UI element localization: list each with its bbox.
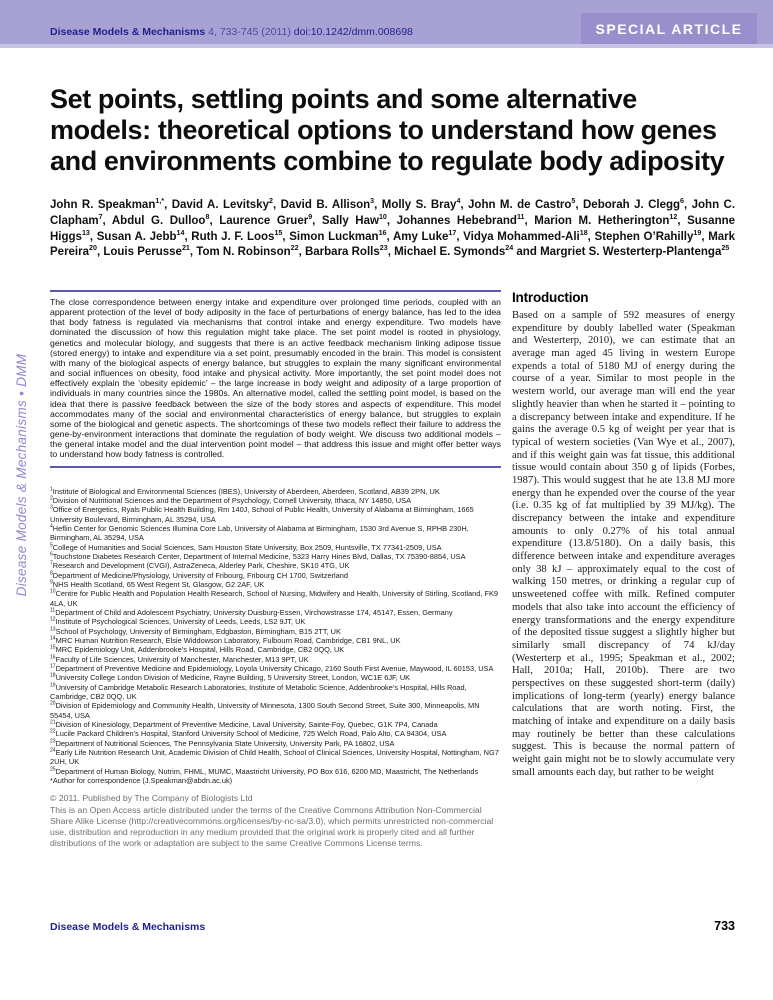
footer-page-number: 733: [714, 919, 735, 933]
affiliation-line: $^{25}$Department of Human Biology, Nutrim, FHML, MUMC, Maastricht University, PO Box 616, 6200 MD, Maastricht, The Netherlands: [50, 766, 479, 776]
affiliation-line: $^{23}$Department of Nutritional Sciences, The Pennsylvania State University, University Park, PA 16802, USA: [50, 738, 395, 748]
affiliation-line: $^{14}$MRC Human Nutrition Research, Elsie Widdowson Laboratory, Fulbourn Road, Cambridge, CB1 9NL, UK: [50, 635, 401, 645]
affiliation-line: $^{20}$Division of Epidemiology and Community Health, University of Minnesota, 1300 South Second Street, Suite 300, Minneapolis, MN 55454, USA: [50, 700, 480, 720]
header-citation: [50, 26, 413, 38]
sidebar-vertical-journal-text: Disease Models & Mechanisms • DMM: [14, 353, 29, 597]
special-article-badge: SPECIAL ARTICLE: [581, 13, 757, 44]
license-block: [50, 793, 501, 850]
header-journal-name: Disease Models & Mechanisms: [50, 26, 206, 38]
page-footer: [50, 919, 735, 933]
copyright-line: © 2011. Published by The Company of Biologists Ltd: [50, 792, 253, 803]
affiliation-line: $^7$Research and Development (CVGI), AstraZeneca, Alderley Park, Cheshire, SK10 4TG, UK: [50, 560, 350, 571]
affiliation-line: $^{18}$University College London Division of Medicine, Rayne Building, 5 University Street, London, WC1E 6JF, UK: [50, 672, 411, 683]
affiliation-line: $^3$Office of Energetics, Ryals Public Health Building, Rm 140J, School of Public Health, University of Alabama at Birmingham, 1665 University Boulevard, Birmingham, AL 35294, USA: [50, 504, 474, 524]
affiliation-line: $^5$College of Humanities and Social Sciences, Sam Houston State University, Box 2509, Huntsville, TX 77341-2509, USA: [50, 542, 442, 552]
open-access-text: This is an Open Access article distributed under the terms of the Creative Commons Attribution Non-Commercial Share Alike License (http://creativecommons.org/licenses/by-nc-sa/3.0), which permits unrestricted non-commercial use, distribution and reproduction in any medium provided that the original work is properly cited and all further distributions of the work or adaptation are subject to the same Creative Commons License terms.: [50, 804, 494, 849]
affiliation-list: [50, 487, 501, 777]
affiliation-line: $^2$Division of Nutritional Sciences and the Department of Psychology, Cornell University, Ithaca, NY 14850, USA: [50, 495, 412, 505]
introduction-heading: Introduction: [512, 290, 589, 305]
affiliation-line: $^4$Heflin Center for Genomic Sciences Illumina Core Lab, University of Alabama at Birmingham, 1530 3rd Avenue S, RPHB 230H, Birmingham, AL 35294, USA: [50, 523, 469, 543]
affiliation-line: $^{19}$University of Cambridge Metabolic Research Laboratories, Institute of Metabolic Science, Addenbrooke’s Hospital, Hills Road, Cambridge, CB2 0QQ, UK: [50, 682, 467, 702]
affiliation-line: $^6$Touchstone Diabetes Research Center, Department of Internal Medicine, 5323 Harry Hines Blvd, Dallas, TX 75390-8854, USA: [50, 551, 466, 561]
affiliation-line: $^{17}$Department of Preventive Medicine and Epidemiology, Loyola University Chicago, 2160 South First Avenue, Maywood, IL 60153, USA: [50, 663, 494, 674]
affiliation-line: $^{22}$Lucile Packard Children’s Hospital, Stanford University School of Medicine, 725 Welch Road, Palo Alto, CA 94304, USA: [50, 728, 447, 739]
affiliation-line: $^{24}$Early Life Nutrition Research Unit, Academic Division of Child Health, School of Clinical Sciences, University Hospital, Nottingham, NG7 2UH, UK: [50, 747, 499, 767]
two-column-body: [50, 290, 735, 850]
header-volume-pages: 4, 733-745 (2011): [205, 26, 294, 38]
article-title: Set points, settling points and some alternative models: theoretical options to understand how genes and environments combine to regulate body adiposity: [50, 84, 725, 176]
affiliation-line: $^{15}$MRC Epidemiology Unit, Addenbrooke’s Hospital, Hills Road, Cambridge, CB2 0QQ, UK: [50, 644, 345, 655]
left-column: [50, 290, 501, 850]
right-column: [512, 290, 735, 850]
header-band: [0, 0, 773, 48]
affiliation-line: $^{13}$School of Psychology, University of Birmingham, Edgbaston, Birmingham, B15 2TT, UK: [50, 626, 341, 636]
affiliation-line: $^{21}$Division of Kinesiology, Department of Preventive Medicine, Laval University, Sainte-Foy, Quebec, G1K 7P4, Canada: [50, 719, 438, 730]
correspondence-note: *Author for correspondence (J.Speakman@abdn.ac.uk): [50, 776, 233, 786]
affiliation-line: $^{10}$Centre for Public Health and Population Health Research, School of Nursing, Midwifery and Health, University of Stirling, Scotland, FK9 4LA, UK: [50, 588, 499, 608]
header-doi: doi:10.1242/dmm.008698: [293, 26, 413, 38]
abstract-text: The close correspondence between energy intake and expenditure over prolonged time periods, coupled with an apparent protection of the level of body adiposity in the face of perturbations of energy balance, has led to the idea that body fatness is regulated via mechanisms that control intake and energy expenditure. Two models have dominated the discussion of how this regulation might take place. The set point model is rooted in physiology, genetics and molecular biology, and suggests that there is an active feedback mechanism linking adipose tissue (stored energy) to intake and expenditure via a set point, presumably encoded in the brain. This model is consistent with many of the biological aspects of energy balance, but struggles to explain the many significant environmental and social influences on obesity, food intake and physical activity. More importantly, the set point model does not effectively explain the ‘obesity epidemic’ – the large increase in body weight and adiposity of a large proportion of individuals in many countries since the 1980s. An alternative model, called the settling point model, is based on the idea that there is passive feedback between the size of the body stores and aspects of expenditure. This model accommodates many of the social and environmental characteristics of energy balance, but struggles to explain some of the biological and genetic aspects. The shortcomings of these two models reflect their failure to address the gene-by-environment interactions that dominate the regulation of body weight. We discuss two additional models – the general intake model and the dual intervention point model – that address this issue and might offer better ways to understand how body fatness is controlled.: [50, 290, 501, 468]
affiliation-line: $^{16}$Faculty of Life Sciences, University of Manchester, Manchester, M13 9PT, UK: [50, 654, 309, 664]
affiliation-line: $^9$NHS Health Scotland, 65 West Regent St, Glasgow, G2 2AF, UK: [50, 579, 265, 589]
affiliation-line: $^{12}$Institute of Psychological Sciences, University of Leeds, Leeds, LS2 9JT, UK: [50, 616, 306, 627]
footer-journal-name: Disease Models & Mechanisms: [50, 921, 206, 933]
introduction-paragraph: Based on a sample of 592 measures of energy expenditure by doubly labelled water (Speakman and Westerterp, 2010), we can estimate that an average man aged 45 living in western Europe expends a total of 5180 MJ of energy during the course of a year. Similar to most people in the western world, our average man will end the year slightly heavier than when he started it – pointing to a discrepancy between intake and expenditure. If he gains the average 0.5 kg of weight per year that is typical of western societies (Van Wye et al., 2007), and if this weight gain was fat tissue, this additional tissue would contain about 350 g of lipids (Forbes, 1987). This would suggest that he ate 13.8 MJ more energy than he expended over the course of the year (i.e. 0.35 kg of fat multiplied by 39 MJ/kg). The discrepancy between the intake and expenditure amounts to only 0.27% of his total annual expenditure (13.8/5180). On a daily basis, this difference between intake and expenditure averages only 38 kJ – approximately equal to the cost of walking 150 metres, or drinking a regular cup of unsweetened coffee with milk. Refined computer models that also take into account the efficiency of energy transformations and the energy expenditure of the deposited tissue suggest a slightly higher but similarly small discrepancy of 74 kJ/day (Westerterp et al., 1995; Speakman et al., 2002; Hall, 2010a; Hall, 2010b). There are two perspectives on these suggested short-term (daily) implications of long-term (yearly) energy balance calculations that are worth noting. First, the matching of intake and expenditure on a daily basis may routinely be better than these calculations suggest. This is because the normal pattern of weight gain might not be to slowly accumulate very small amounts each day, but rather to be weight: [512, 310, 735, 778]
affiliation-line: $^8$Department of Medicine/Physiology, University of Fribourg, Fribourg CH 1700, Switzerland: [50, 570, 348, 580]
affiliation-line: $^{11}$Department of Child and Adolescent Psychiatry, University Duisburg-Essen, Virchowstrasse 174, 45147, Essen, Germany: [50, 607, 453, 617]
affiliation-line: $^1$Institute of Biological and Environmental Sciences (IBES), University of Aberdeen, Aberdeen, Scotland, AB39 2PN, UK: [50, 486, 440, 496]
author-list: John R. Speakman$^{1,*}$, David A. Levitsky$^2$, David B. Allison$^3$, Molly S. Bray$^4$, John M. de Castro$^5$, Deborah J. Clegg$^6$, John C. Clapham$^7$, Abdul G. Dulloo$^8$, Laurence Gruer$^9$, Sally Haw$^{10}$, Johannes Hebebrand$^{11}$, Marion M. Hetherington$^{12}$, Susanne Higgs$^{13}$, Susan A. Jebb$^{14}$, Ruth J. F. Loos$^{15}$, Simon Luckman$^{16}$, Amy Luke$^{17}$, Vidya Mohammed-Ali$^{18}$, Stephen O’Rahilly$^{19}$, Mark Pereira$^{20}$, Louis Perusse$^{21}$, Tom N. Robinson$^{22}$, Barbara Rolls$^{23}$, Michael E. Symonds$^{24}$ and Margriet S. Westerterp-Plantenga$^{25}$: [50, 197, 736, 259]
